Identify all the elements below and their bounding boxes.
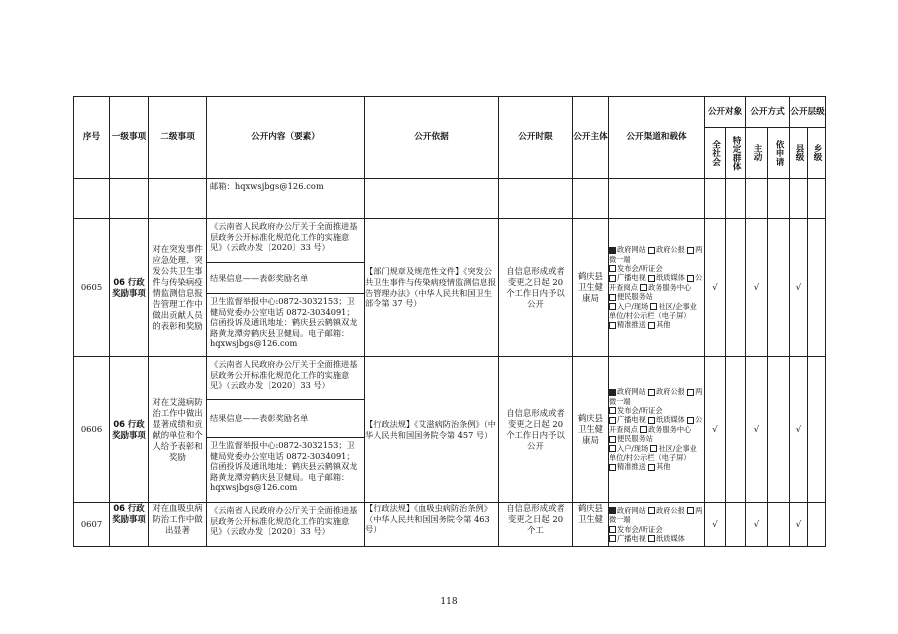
row-content-policy: 《云南省人民政府办公厅关于全面推进基层政务公开标准化规范化工作的实施意见》（云政办发〔2020〕33 号） — [207, 357, 364, 400]
header-target-all: 全社会 — [705, 128, 726, 179]
row-basis: 【行政法规】《血吸虫病防治条例》（中华人民共和国国务院令第 463 号） — [365, 503, 499, 547]
row-level1: 06 行政奖励事项 — [110, 219, 149, 357]
row-subject: 鹤庆县卫生健康局 — [573, 219, 609, 357]
row-subject: 鹤庆县卫生健 — [573, 503, 609, 547]
checkbox-icon — [648, 507, 655, 514]
header-level: 公开层级 — [790, 97, 826, 128]
checkbox-icon — [609, 464, 616, 471]
row-level2: 对在艾滋病防治工作中做出显著成绩和贡献的单位和个人给予表彰和奖励 — [149, 357, 207, 503]
mark-county: √ — [790, 357, 808, 503]
checkbox-icon — [687, 389, 694, 396]
checkbox-icon — [648, 389, 655, 396]
header-target-specific: 特定群体 — [726, 128, 746, 179]
row-content-supervision: 卫生监督举报中心:0872-3032153；卫健局党委办公室电话 0872-3034091；信函投诉及通讯地址：鹤庆县云鹤镇双龙路黄龙潭旁鹤庆县卫健局。电子邮箱：hqxwsjbgs@126.com — [210, 440, 358, 493]
row-level1: 06 行政奖励事项 — [110, 357, 149, 503]
checkbox-icon — [609, 526, 616, 533]
row-content-supervision: 卫生监督举报中心:0872-3032153；卫健局党委办公室电话 0872-3034091；信函投诉及通讯地址：鹤庆县云鹤镇双龙路黄龙潭旁鹤庆县卫健局。电子邮箱：hqxwsjbgs@126.com — [210, 296, 358, 349]
header-level2: 二级事项 — [149, 97, 207, 179]
checkbox-icon — [648, 275, 655, 282]
row-seq: 0607 — [74, 503, 110, 547]
table-row — [74, 503, 826, 547]
header-method-active: 主动 — [746, 128, 768, 179]
checkbox-icon — [609, 303, 616, 310]
checkbox-icon — [648, 247, 655, 254]
row-content-result: 结果信息——表彰奖励名单 — [207, 263, 364, 294]
row-period: 自信息形成或者变更之日起 20 个工作日内予以公开 — [499, 357, 573, 503]
checkbox-icon — [609, 535, 616, 542]
checkbox-icon — [609, 407, 616, 414]
header-target: 公开对象 — [705, 97, 746, 128]
header-level-town: 乡级 — [808, 128, 826, 179]
mark-town — [808, 357, 826, 503]
header-basis: 公开依据 — [365, 97, 499, 179]
page-number: 118 — [440, 597, 458, 607]
mark-active: √ — [746, 357, 768, 503]
mark-specific — [726, 357, 746, 503]
mark-request — [768, 503, 790, 547]
header-content: 公开内容（要素） — [207, 97, 365, 179]
mark-active: √ — [746, 219, 768, 357]
row-subject: 鹤庆县卫生健康局 — [573, 357, 609, 503]
checkbox-checked-icon — [609, 389, 616, 396]
row-level1: 06 行政奖励事项 — [110, 503, 149, 547]
row-seq: 0605 — [74, 219, 110, 357]
checkbox-icon — [609, 294, 616, 301]
row-basis: 【行政法规】《艾滋病防治条例》（中华人民共和国国务院令第 457 号） — [365, 357, 499, 503]
mark-specific — [726, 503, 746, 547]
checkbox-icon — [609, 417, 616, 424]
row-channel: 政府网站 政府公报 两微一端 发布会/听证会 广播电视 纸质媒体 — [609, 503, 705, 547]
checkbox-icon — [650, 303, 657, 310]
checkbox-icon — [609, 265, 616, 272]
checkbox-icon — [687, 417, 694, 424]
checkbox-icon — [648, 464, 655, 471]
checkbox-icon — [609, 436, 616, 443]
row-seq: 0606 — [74, 357, 110, 503]
table-row — [74, 357, 826, 503]
mark-request — [768, 357, 790, 503]
header-row-1 — [74, 97, 826, 128]
checkbox-icon — [650, 445, 657, 452]
checkbox-icon — [609, 322, 616, 329]
mark-specific — [726, 219, 746, 357]
table-row — [74, 219, 826, 357]
checkbox-icon — [648, 322, 655, 329]
row-level2: 对在血吸虫病防治工作中做出显著 — [149, 503, 207, 547]
checkbox-icon — [687, 275, 694, 282]
checkbox-icon — [648, 535, 655, 542]
checkbox-icon — [609, 275, 616, 282]
header-method: 公开方式 — [746, 97, 790, 128]
mark-all: √ — [705, 219, 726, 357]
header-level-county: 县级 — [790, 128, 808, 179]
mark-request — [768, 219, 790, 357]
checkbox-checked-icon — [609, 507, 616, 514]
mark-active: √ — [746, 503, 768, 547]
row-content-result: 结果信息——表彰奖励名单 — [207, 400, 364, 438]
header-channel: 公开渠道和载体 — [609, 97, 705, 179]
header-method-request: 依申请 — [768, 128, 790, 179]
row-period: 自信息形成或者变更之日起 20 个工 — [499, 503, 573, 547]
checkbox-icon — [648, 417, 655, 424]
mark-town — [808, 219, 826, 357]
mark-county: √ — [790, 219, 808, 357]
header-seq: 序号 — [74, 97, 110, 179]
checkbox-icon — [640, 426, 647, 433]
checkbox-checked-icon — [609, 247, 616, 254]
header-level1: 一级事项 — [110, 97, 149, 179]
mark-county: √ — [790, 503, 808, 547]
row-content-policy: 《云南省人民政府办公厅关于全面推进基层政务公开标准化规范化工作的实施意见》（云政办发〔2020〕33 号） — [210, 505, 358, 537]
row-channel: 政府网站 政府公报 两微一端 发布会/听证会 广播电视 纸质媒体 公开查阅点 政务服务中心 便民服务站 入户/现场 社区/企事业单位/村公示栏（电子屏） 精准推送 其他 — [609, 219, 705, 357]
carryover-email: 邮箱：hqxwsjbgs@126.com — [210, 181, 324, 191]
carryover-row — [74, 179, 826, 219]
checkbox-icon — [687, 507, 694, 514]
mark-all: √ — [705, 357, 726, 503]
mark-all: √ — [705, 503, 726, 547]
mark-town — [808, 503, 826, 547]
row-level2: 对在突发事件应急处理、突发公共卫生事件与传染病疫情监测信息报告管理工作中做出贡献人员的表彰和奖励 — [149, 219, 207, 357]
disclosure-table — [73, 96, 826, 547]
row-channel: 政府网站 政府公报 两微一端 发布会/听证会 广播电视 纸质媒体 公开查阅点 政务服务中心 便民服务站 入户/现场 社区/企事业单位/村公示栏（电子屏） 精准推送 其他 — [609, 357, 705, 503]
row-content-policy: 《云南省人民政府办公厅关于全面推进基层政务公开标准化规范化工作的实施意见》（云政办发〔2020〕33 号） — [207, 219, 364, 263]
checkbox-icon — [609, 445, 616, 452]
checkbox-icon — [687, 247, 694, 254]
header-period: 公开时限 — [499, 97, 573, 179]
header-subject: 公开主体 — [573, 97, 609, 179]
checkbox-icon — [640, 284, 647, 291]
row-period: 自信息形成或者变更之日起 20 个工作日内予以公开 — [499, 219, 573, 357]
row-basis: 【部门规章及规范性文件】《突发公共卫生事件与传染病疫情监测信息报告管理办法》（中华人民共和国卫生部令第 37 号） — [365, 219, 499, 357]
